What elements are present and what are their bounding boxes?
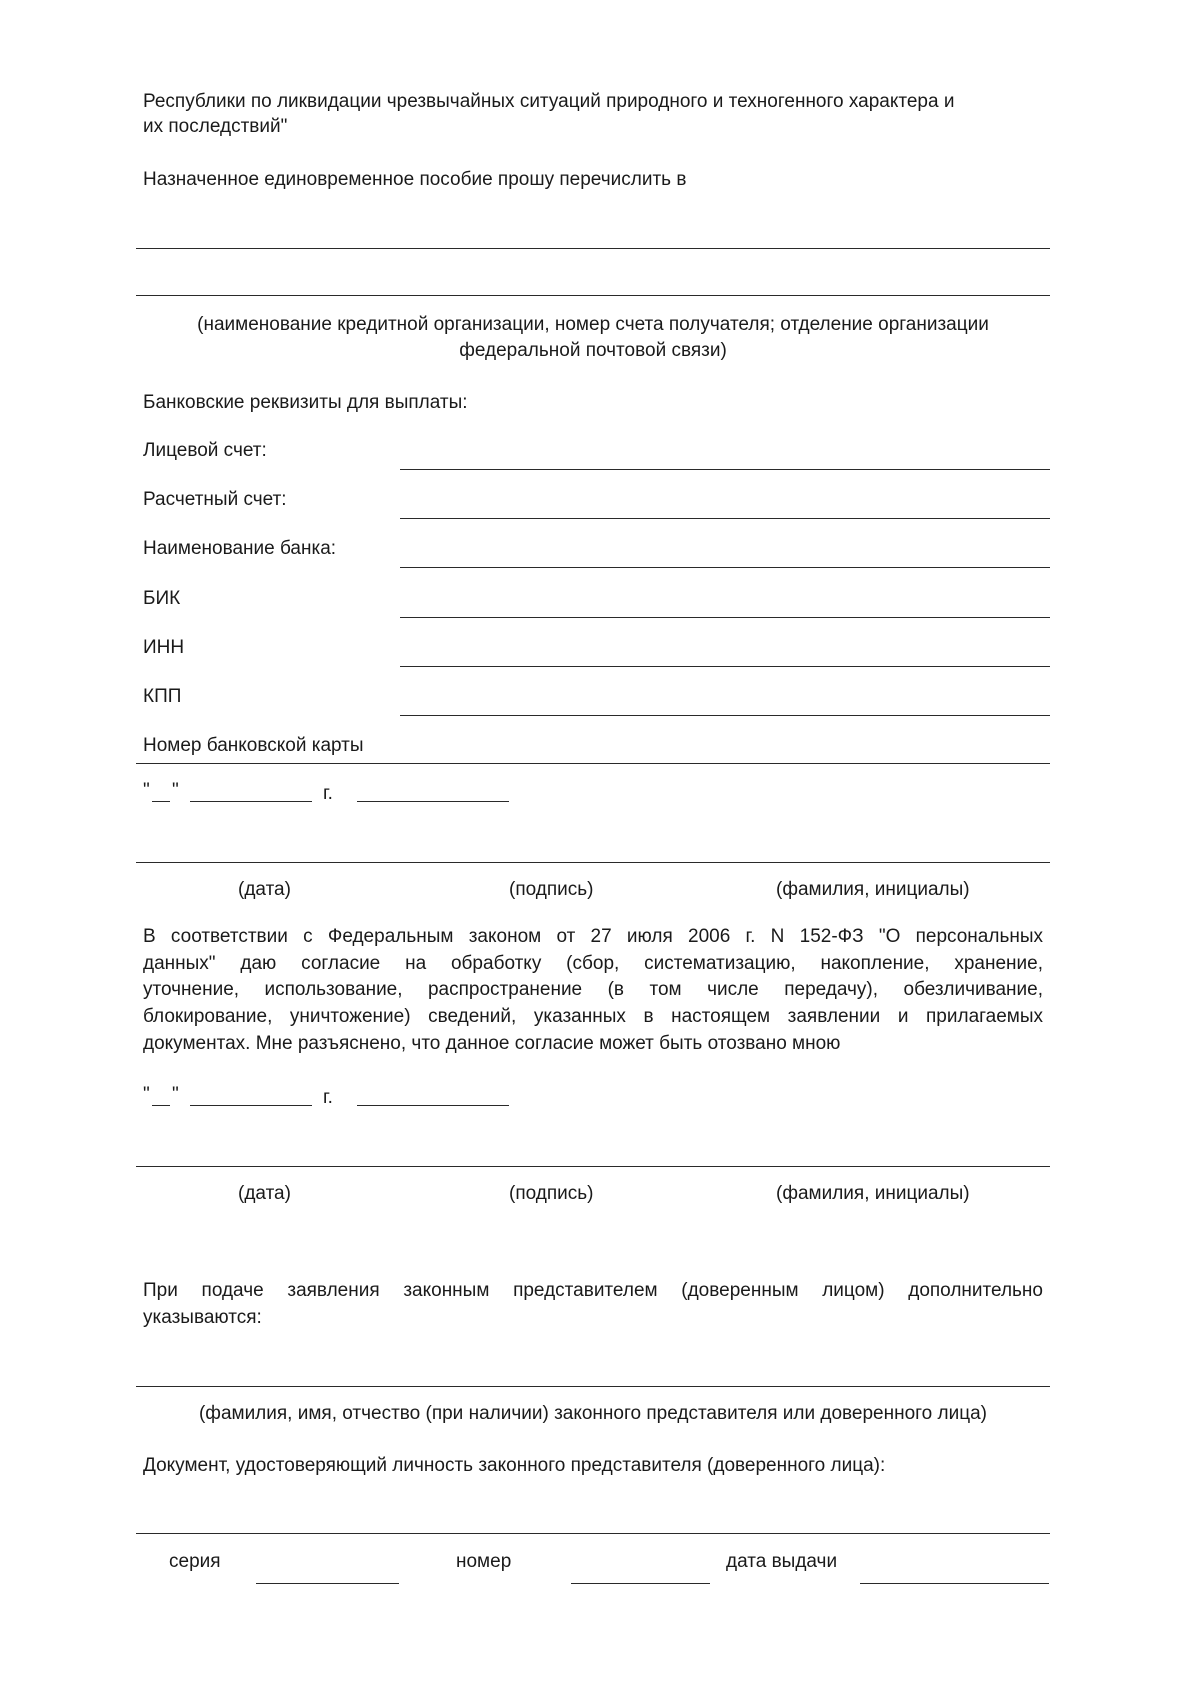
representative-name-field[interactable] [136, 1386, 1050, 1387]
consent-line-5: документах. Мне разъяснено, что данное согласие может быть отозвано мною [143, 1032, 841, 1054]
bik-label: БИК [143, 588, 181, 609]
bank-caption-line-1: (наименование кредитной организации, номер счета получателя; отделение организации [197, 314, 989, 335]
representative-caption: (фамилия, имя, отчество (при наличии) законного представителя или доверенного лица) [198, 1403, 987, 1424]
personal-account-label: Лицевой счет: [143, 440, 267, 461]
caption-date-1: (дата) [238, 879, 291, 900]
caption-signature-1: (подпись) [509, 879, 594, 900]
bank-entry-line-1[interactable] [136, 248, 1050, 249]
consent-line-3: уточнение, использование, распространение (в том числе передачу), обезличивание, [143, 979, 1043, 1001]
bank-name-field[interactable] [400, 567, 1050, 568]
bank-name-label: Наименование банка: [143, 538, 337, 559]
number-label: номер [456, 1551, 512, 1572]
bik-field[interactable] [400, 617, 1050, 618]
representative-paragraph [143, 1278, 1043, 1330]
settlement-account-label: Расчетный счет: [143, 489, 287, 510]
quote-open: " [143, 1084, 150, 1105]
intro-line-1: Республики по ликвидации чрезвычайных ситуаций природного и техногенного характера и [143, 91, 955, 112]
bank-caption-line-2: федеральной почтовой связи) [459, 340, 727, 361]
caption-date-2: (дата) [238, 1183, 291, 1204]
caption-signature-2: (подпись) [509, 1183, 594, 1204]
day-field[interactable] [152, 801, 170, 802]
signature-line-2[interactable] [136, 1166, 1050, 1167]
consent-line-1: В соответствии с Федеральным законом от 27 июля 2006 г. N 152-ФЗ "О персональных [143, 926, 1043, 947]
year-suffix: г. [323, 783, 333, 804]
year-field[interactable] [357, 1105, 509, 1106]
month-field[interactable] [190, 1105, 312, 1106]
series-field[interactable] [256, 1583, 399, 1584]
year-suffix: г. [323, 1087, 333, 1108]
issue-date-field[interactable] [860, 1583, 1049, 1584]
inn-label: ИНН [143, 637, 185, 658]
card-number-label: Номер банковской карты [143, 735, 364, 756]
inn-field[interactable] [400, 666, 1050, 667]
consent-paragraph [143, 924, 1043, 1056]
consent-line-4: блокирование, уничтожение) сведений, указанных в настоящем заявлении и прилагаемых [143, 1005, 1043, 1027]
year-field[interactable] [357, 801, 509, 802]
number-field[interactable] [571, 1583, 710, 1584]
card-number-field[interactable] [136, 763, 1050, 764]
representative-line-1: При подаче заявления законным представителем (доверенным лицом) дополнительно [143, 1280, 1043, 1301]
signature-line-1[interactable] [136, 862, 1050, 863]
settlement-account-field[interactable] [400, 518, 1050, 519]
day-field[interactable] [152, 1105, 170, 1106]
caption-name-2: (фамилия, инициалы) [776, 1183, 970, 1204]
id-document-field[interactable] [136, 1533, 1050, 1534]
series-label: серия [169, 1551, 221, 1572]
consent-line-2: данных" даю согласие на обработку (сбор, систематизацию, накопление, хранение, [143, 952, 1043, 974]
representative-line-2: указываются: [143, 1306, 262, 1328]
month-field[interactable] [190, 801, 312, 802]
id-document-label: Документ, удостоверяющий личность законного представителя (доверенного лица): [143, 1455, 886, 1476]
personal-account-field[interactable] [400, 469, 1050, 470]
issue-date-label: дата выдачи [726, 1551, 838, 1572]
caption-name-1: (фамилия, инициалы) [776, 879, 970, 900]
payment-request-text: Назначенное единовременное пособие прошу перечислить в [143, 169, 687, 190]
quote-open: " [143, 780, 150, 801]
bank-details-heading: Банковские реквизиты для выплаты: [143, 392, 468, 413]
quote-close: " [172, 780, 179, 801]
bank-entry-line-2[interactable] [136, 295, 1050, 296]
kpp-field[interactable] [400, 715, 1050, 716]
kpp-label: КПП [143, 686, 182, 707]
intro-line-2: их последствий" [143, 116, 288, 137]
quote-close: " [172, 1084, 179, 1105]
